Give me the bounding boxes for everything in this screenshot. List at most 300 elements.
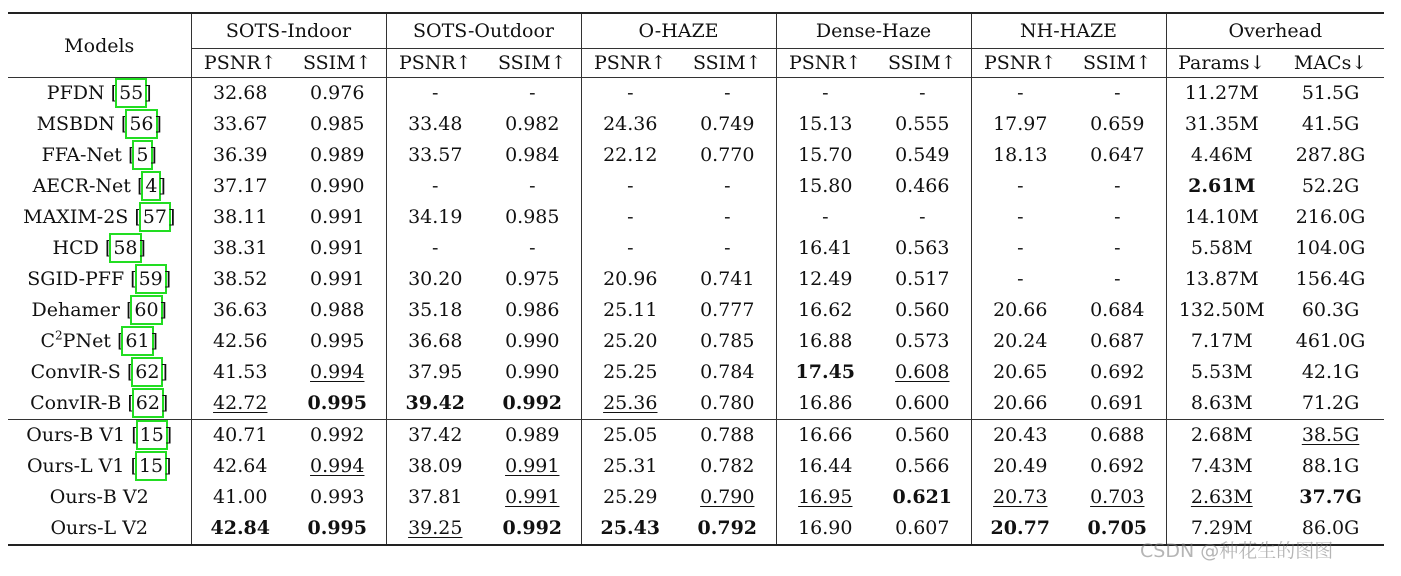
cell-value: - — [432, 82, 439, 104]
metric-header: MACs↓ — [1277, 49, 1384, 78]
model-name: AECR-Net — [32, 175, 131, 197]
metric-header: PSNR↑ — [191, 49, 289, 78]
model-name: MSBDN — [36, 113, 115, 135]
value-cell — [191, 451, 289, 482]
cell-value: - — [529, 175, 536, 197]
value-cell — [1277, 109, 1384, 140]
value-cell — [874, 420, 971, 452]
citation-link[interactable]: 60 — [134, 299, 159, 321]
model-name-cell: Ours-L V1 [15] — [26, 455, 172, 477]
value-cell — [679, 357, 776, 388]
value-cell — [1277, 482, 1384, 513]
model-name: FFA-Net — [41, 144, 122, 166]
value-cell — [191, 295, 289, 326]
cell-value: - — [529, 237, 536, 259]
value-cell — [1069, 388, 1166, 420]
cell-value: 0.995 — [307, 392, 367, 414]
cell-value: - — [627, 82, 634, 104]
value-cell — [191, 171, 289, 202]
value-cell — [484, 295, 581, 326]
value-cell — [191, 264, 289, 295]
value-cell — [971, 202, 1069, 233]
cell-value: 2.63M — [1190, 486, 1253, 508]
table-row — [8, 482, 1384, 513]
cell-value: - — [724, 237, 731, 259]
metric-header: PSNR↑ — [971, 49, 1069, 78]
model-name-rest: PNet — [62, 330, 111, 352]
value-cell — [289, 140, 386, 171]
cell-value: 0.788 — [700, 424, 755, 446]
table-row — [8, 140, 1384, 171]
metric-header: SSIM↑ — [679, 49, 776, 78]
metric-header: SSIM↑ — [289, 49, 386, 78]
cell-value: 36.39 — [213, 144, 268, 166]
value-cell — [971, 388, 1069, 420]
cell-value: 0.992 — [502, 392, 563, 414]
citation-link[interactable]: 59 — [138, 268, 163, 290]
model-name: C — [40, 330, 56, 352]
cell-value: 37.95 — [408, 361, 463, 383]
table-row — [8, 264, 1384, 295]
value-cell — [679, 264, 776, 295]
cell-value: 20.73 — [993, 486, 1048, 508]
cell-value: 0.989 — [310, 144, 365, 166]
cell-value: - — [432, 175, 439, 197]
cell-value: 7.17M — [1190, 330, 1253, 352]
model-name-cell: ConvIR-B [62] — [30, 392, 169, 414]
cell-value: 24.36 — [603, 113, 658, 135]
cell-value: 16.88 — [798, 330, 853, 352]
cell-value: - — [1114, 82, 1121, 104]
value-cell — [386, 326, 484, 357]
table-body — [8, 78, 1384, 546]
value-cell — [776, 451, 874, 482]
cell-value: 36.63 — [213, 299, 268, 321]
citation-link[interactable]: 57 — [142, 206, 167, 228]
value-cell — [1277, 326, 1384, 357]
model-name: ConvIR-B — [30, 392, 122, 414]
cell-value: 25.25 — [603, 361, 658, 383]
value-cell — [1166, 295, 1277, 326]
value-cell — [679, 420, 776, 452]
cell-value: 25.31 — [603, 455, 658, 477]
cell-value: 4.46M — [1190, 144, 1253, 166]
cell-value: 16.90 — [798, 517, 853, 539]
cell-value: 15.13 — [798, 113, 853, 135]
value-cell — [971, 357, 1069, 388]
cell-value: 32.68 — [213, 82, 268, 104]
value-cell — [191, 140, 289, 171]
value-cell — [1277, 264, 1384, 295]
citation-link[interactable]: 15 — [138, 455, 164, 477]
cell-value: 16.41 — [798, 237, 853, 259]
value-cell — [289, 171, 386, 202]
value-cell — [386, 482, 484, 513]
model-name-cell: PFDN [55] — [46, 82, 152, 104]
value-cell — [1069, 451, 1166, 482]
cell-value: 41.00 — [213, 486, 268, 508]
value-cell — [679, 171, 776, 202]
value-cell — [971, 140, 1069, 171]
cell-value: - — [1114, 268, 1121, 290]
value-cell — [1069, 326, 1166, 357]
cell-value: 37.81 — [408, 486, 463, 508]
table-row — [8, 388, 1384, 420]
cell-value: 71.2G — [1301, 392, 1360, 414]
cell-value: 0.692 — [1090, 455, 1145, 477]
value-cell — [386, 109, 484, 140]
value-cell — [776, 482, 874, 513]
cell-value: 39.42 — [405, 392, 466, 414]
cell-value: - — [724, 82, 731, 104]
table-row — [8, 78, 1384, 110]
value-cell — [776, 513, 874, 545]
value-cell — [1069, 482, 1166, 513]
value-cell — [874, 202, 971, 233]
cell-value: 0.991 — [310, 237, 365, 259]
cell-value: 0.608 — [895, 361, 950, 383]
value-cell — [484, 233, 581, 264]
cell-value: 5.53M — [1190, 361, 1253, 383]
value-cell — [971, 78, 1069, 110]
cell-value: 20.65 — [993, 361, 1048, 383]
citation-link[interactable]: 58 — [113, 237, 138, 259]
value-cell — [776, 295, 874, 326]
value-cell — [679, 109, 776, 140]
cell-value: 25.43 — [600, 517, 661, 539]
cell-value: - — [627, 175, 634, 197]
cell-value: 0.986 — [505, 299, 560, 321]
cell-value: 0.517 — [895, 268, 950, 290]
cell-value: 25.36 — [603, 392, 658, 414]
value-cell — [484, 140, 581, 171]
model-name-cell: HCD [58] — [52, 237, 146, 259]
value-cell — [386, 171, 484, 202]
value-cell — [1166, 482, 1277, 513]
cell-value: 37.7G — [1299, 486, 1362, 508]
citation-link[interactable]: 62 — [135, 392, 160, 414]
value-cell — [386, 451, 484, 482]
value-cell — [679, 326, 776, 357]
citation-link[interactable]: 56 — [129, 113, 154, 135]
value-cell — [581, 451, 679, 482]
value-cell — [776, 171, 874, 202]
cell-value: 0.687 — [1090, 330, 1145, 352]
cell-value: 156.4G — [1295, 268, 1366, 290]
cell-value: 16.62 — [798, 299, 853, 321]
cell-value: 0.566 — [895, 455, 950, 477]
value-cell — [776, 109, 874, 140]
cell-value: 20.77 — [990, 517, 1051, 539]
table-row — [8, 326, 1384, 357]
value-cell — [581, 78, 679, 110]
cell-value: 0.990 — [505, 330, 560, 352]
cell-value: 0.621 — [892, 486, 953, 508]
value-cell — [1069, 264, 1166, 295]
cell-value: 20.66 — [993, 392, 1048, 414]
value-cell — [484, 357, 581, 388]
table-row — [8, 109, 1384, 140]
value-cell — [289, 451, 386, 482]
model-name-cell: Ours-B V1 [15] — [8, 420, 191, 452]
value-cell — [289, 357, 386, 388]
citation-link[interactable]: 61 — [125, 330, 150, 352]
value-cell — [776, 233, 874, 264]
cell-value: 15.70 — [798, 144, 853, 166]
model-name: Ours-B V2 — [49, 486, 149, 508]
value-cell — [679, 295, 776, 326]
model-name: SGID-PFF — [27, 268, 125, 290]
cell-value: 0.995 — [310, 330, 365, 352]
value-cell — [679, 78, 776, 110]
value-cell — [1166, 326, 1277, 357]
cell-value: 0.573 — [895, 330, 950, 352]
cell-value: 38.52 — [213, 268, 268, 290]
value-cell — [874, 451, 971, 482]
cell-value: 16.95 — [798, 486, 853, 508]
cell-value: - — [627, 237, 634, 259]
value-cell — [1277, 295, 1384, 326]
model-name-cell: MAXIM-2S [57] — [23, 206, 176, 228]
value-cell — [971, 109, 1069, 140]
cell-value: 33.48 — [408, 113, 463, 135]
cell-value: 37.17 — [213, 175, 268, 197]
cell-value: 0.992 — [310, 424, 365, 446]
cell-value: - — [1017, 175, 1024, 197]
value-cell — [874, 78, 971, 110]
cell-value: - — [1017, 206, 1024, 228]
cell-value: 25.11 — [603, 299, 658, 321]
cell-value: 0.985 — [310, 113, 365, 135]
cell-value: 0.555 — [895, 113, 950, 135]
value-cell — [581, 420, 679, 452]
value-cell — [971, 326, 1069, 357]
cell-value: 0.985 — [505, 206, 560, 228]
value-cell — [1069, 140, 1166, 171]
value-cell — [289, 202, 386, 233]
value-cell — [1166, 109, 1277, 140]
cell-value: 0.982 — [505, 113, 560, 135]
value-cell — [971, 513, 1069, 545]
cell-value: 42.64 — [213, 455, 268, 477]
value-cell — [776, 420, 874, 452]
cell-value: 7.29M — [1190, 517, 1253, 539]
table-row — [8, 420, 1384, 452]
model-name-cell — [8, 482, 191, 513]
value-cell — [289, 78, 386, 110]
metric-header: SSIM↑ — [484, 49, 581, 78]
cell-value: 41.5G — [1301, 113, 1360, 135]
cell-value: 15.80 — [798, 175, 853, 197]
cell-value: 0.988 — [310, 299, 365, 321]
value-cell — [191, 326, 289, 357]
cell-value: 0.976 — [310, 82, 365, 104]
cell-value: - — [432, 237, 439, 259]
value-cell — [581, 109, 679, 140]
value-cell — [191, 109, 289, 140]
value-cell — [874, 482, 971, 513]
value-cell — [1166, 78, 1277, 110]
cell-value: - — [1017, 237, 1024, 259]
table-row — [8, 357, 1384, 388]
value-cell — [679, 388, 776, 420]
value-cell — [679, 202, 776, 233]
value-cell — [971, 451, 1069, 482]
table-row — [8, 171, 1384, 202]
value-cell — [484, 513, 581, 545]
model-name: Ours-L V1 — [26, 455, 125, 477]
citation-link[interactable]: 15 — [139, 424, 164, 446]
cell-value: 20.66 — [993, 299, 1048, 321]
value-cell — [874, 388, 971, 420]
value-cell — [1166, 171, 1277, 202]
value-cell — [386, 295, 484, 326]
value-cell — [484, 326, 581, 357]
value-cell — [484, 264, 581, 295]
table-row — [8, 295, 1384, 326]
table-row — [8, 451, 1384, 482]
cell-value: 0.777 — [700, 299, 755, 321]
cell-value: 0.703 — [1090, 486, 1145, 508]
value-cell — [289, 388, 386, 420]
cell-value: - — [1114, 237, 1121, 259]
value-cell — [971, 295, 1069, 326]
value-cell — [191, 202, 289, 233]
value-cell — [679, 233, 776, 264]
cell-value: 16.66 — [798, 424, 853, 446]
value-cell — [581, 295, 679, 326]
cell-value: 0.790 — [700, 486, 755, 508]
cell-value: 0.990 — [505, 361, 560, 383]
value-cell — [1166, 420, 1277, 452]
cell-value: 17.97 — [993, 113, 1048, 135]
value-cell — [971, 171, 1069, 202]
model-name-cell: Dehamer [60] — [31, 299, 167, 321]
cell-value: 39.25 — [408, 517, 463, 539]
cell-value: 20.43 — [993, 424, 1048, 446]
cell-value: 0.780 — [700, 392, 755, 414]
value-cell — [386, 420, 484, 452]
cell-value: - — [1017, 268, 1024, 290]
metric-header: PSNR↑ — [581, 49, 679, 78]
value-cell — [484, 78, 581, 110]
value-cell — [484, 482, 581, 513]
model-name-cell: SGID-PFF [59] — [27, 268, 172, 290]
value-cell — [386, 202, 484, 233]
cell-value: 0.600 — [895, 392, 950, 414]
value-cell — [191, 420, 289, 452]
value-cell — [1069, 171, 1166, 202]
value-cell — [776, 78, 874, 110]
value-cell — [1277, 202, 1384, 233]
cell-value: 25.20 — [603, 330, 658, 352]
cell-value: 461.0G — [1295, 330, 1366, 352]
cell-value: 40.71 — [213, 424, 268, 446]
cell-value: 0.792 — [697, 517, 758, 539]
cell-value: 0.560 — [895, 424, 950, 446]
value-cell — [581, 171, 679, 202]
group-header-sots-indoor: SOTS-Indoor — [191, 13, 386, 49]
cell-value: 18.13 — [993, 144, 1048, 166]
model-name: HCD — [52, 237, 99, 259]
cell-value: 31.35M — [1184, 113, 1259, 135]
cell-value: 25.05 — [603, 424, 658, 446]
value-cell — [581, 233, 679, 264]
value-cell — [776, 388, 874, 420]
cell-value: - — [1114, 206, 1121, 228]
value-cell — [1277, 451, 1384, 482]
model-name: MAXIM-2S — [23, 206, 129, 228]
model-name: PFDN — [46, 82, 105, 104]
value-cell — [1069, 420, 1166, 452]
group-header-o-haze: O-HAZE — [581, 13, 776, 49]
value-cell — [776, 202, 874, 233]
cell-value: 287.8G — [1295, 144, 1366, 166]
value-cell — [581, 326, 679, 357]
cell-value: - — [1114, 175, 1121, 197]
cell-value: 0.984 — [505, 144, 560, 166]
value-cell — [581, 202, 679, 233]
metric-header: PSNR↑ — [386, 49, 484, 78]
cell-value: 0.782 — [700, 455, 755, 477]
citation-link[interactable]: 62 — [135, 361, 160, 383]
cell-value: 20.96 — [603, 268, 658, 290]
cell-value: 0.991 — [505, 455, 560, 477]
model-name: Ours-B V1 — [26, 424, 126, 446]
model-name-cell: $C^2PNet$ [61] — [40, 328, 159, 352]
metric-header: PSNR↑ — [776, 49, 874, 78]
cell-value: 16.44 — [798, 455, 853, 477]
value-cell — [971, 482, 1069, 513]
value-cell — [874, 264, 971, 295]
cell-value: - — [724, 206, 731, 228]
cell-value: 51.5G — [1301, 82, 1360, 104]
cell-value: 0.560 — [895, 299, 950, 321]
metric-header: SSIM↑ — [1069, 49, 1166, 78]
value-cell — [289, 233, 386, 264]
value-cell — [1166, 233, 1277, 264]
cell-value: 0.992 — [502, 517, 563, 539]
cell-value: 42.84 — [210, 517, 270, 539]
cell-value: 0.989 — [505, 424, 560, 446]
value-cell — [776, 264, 874, 295]
citation-link[interactable]: 5 — [136, 144, 149, 166]
cell-value: 38.5G — [1301, 424, 1360, 446]
value-cell — [1069, 202, 1166, 233]
cell-value: 2.61M — [1188, 175, 1256, 197]
cell-value: 0.563 — [895, 237, 950, 259]
model-name: Dehamer — [31, 299, 120, 321]
value-cell — [874, 295, 971, 326]
value-cell — [1166, 202, 1277, 233]
cell-value: 0.466 — [895, 175, 950, 197]
cell-value: 0.688 — [1090, 424, 1145, 446]
value-cell — [1069, 357, 1166, 388]
citation-link[interactable]: 4 — [145, 175, 158, 197]
value-cell — [874, 326, 971, 357]
model-name-cell: MSBDN [56] — [36, 113, 162, 135]
model-name-cell: ConvIR-S [62] — [30, 361, 168, 383]
cell-value: 0.990 — [310, 175, 365, 197]
group-header-overhead: Overhead — [1166, 13, 1384, 49]
table-row — [8, 202, 1384, 233]
cell-value: 60.3G — [1301, 299, 1360, 321]
value-cell — [484, 109, 581, 140]
citation-link[interactable]: 55 — [119, 82, 144, 104]
cell-value: 12.49 — [798, 268, 853, 290]
cell-value: 0.691 — [1090, 392, 1145, 414]
cell-value: 0.991 — [505, 486, 560, 508]
